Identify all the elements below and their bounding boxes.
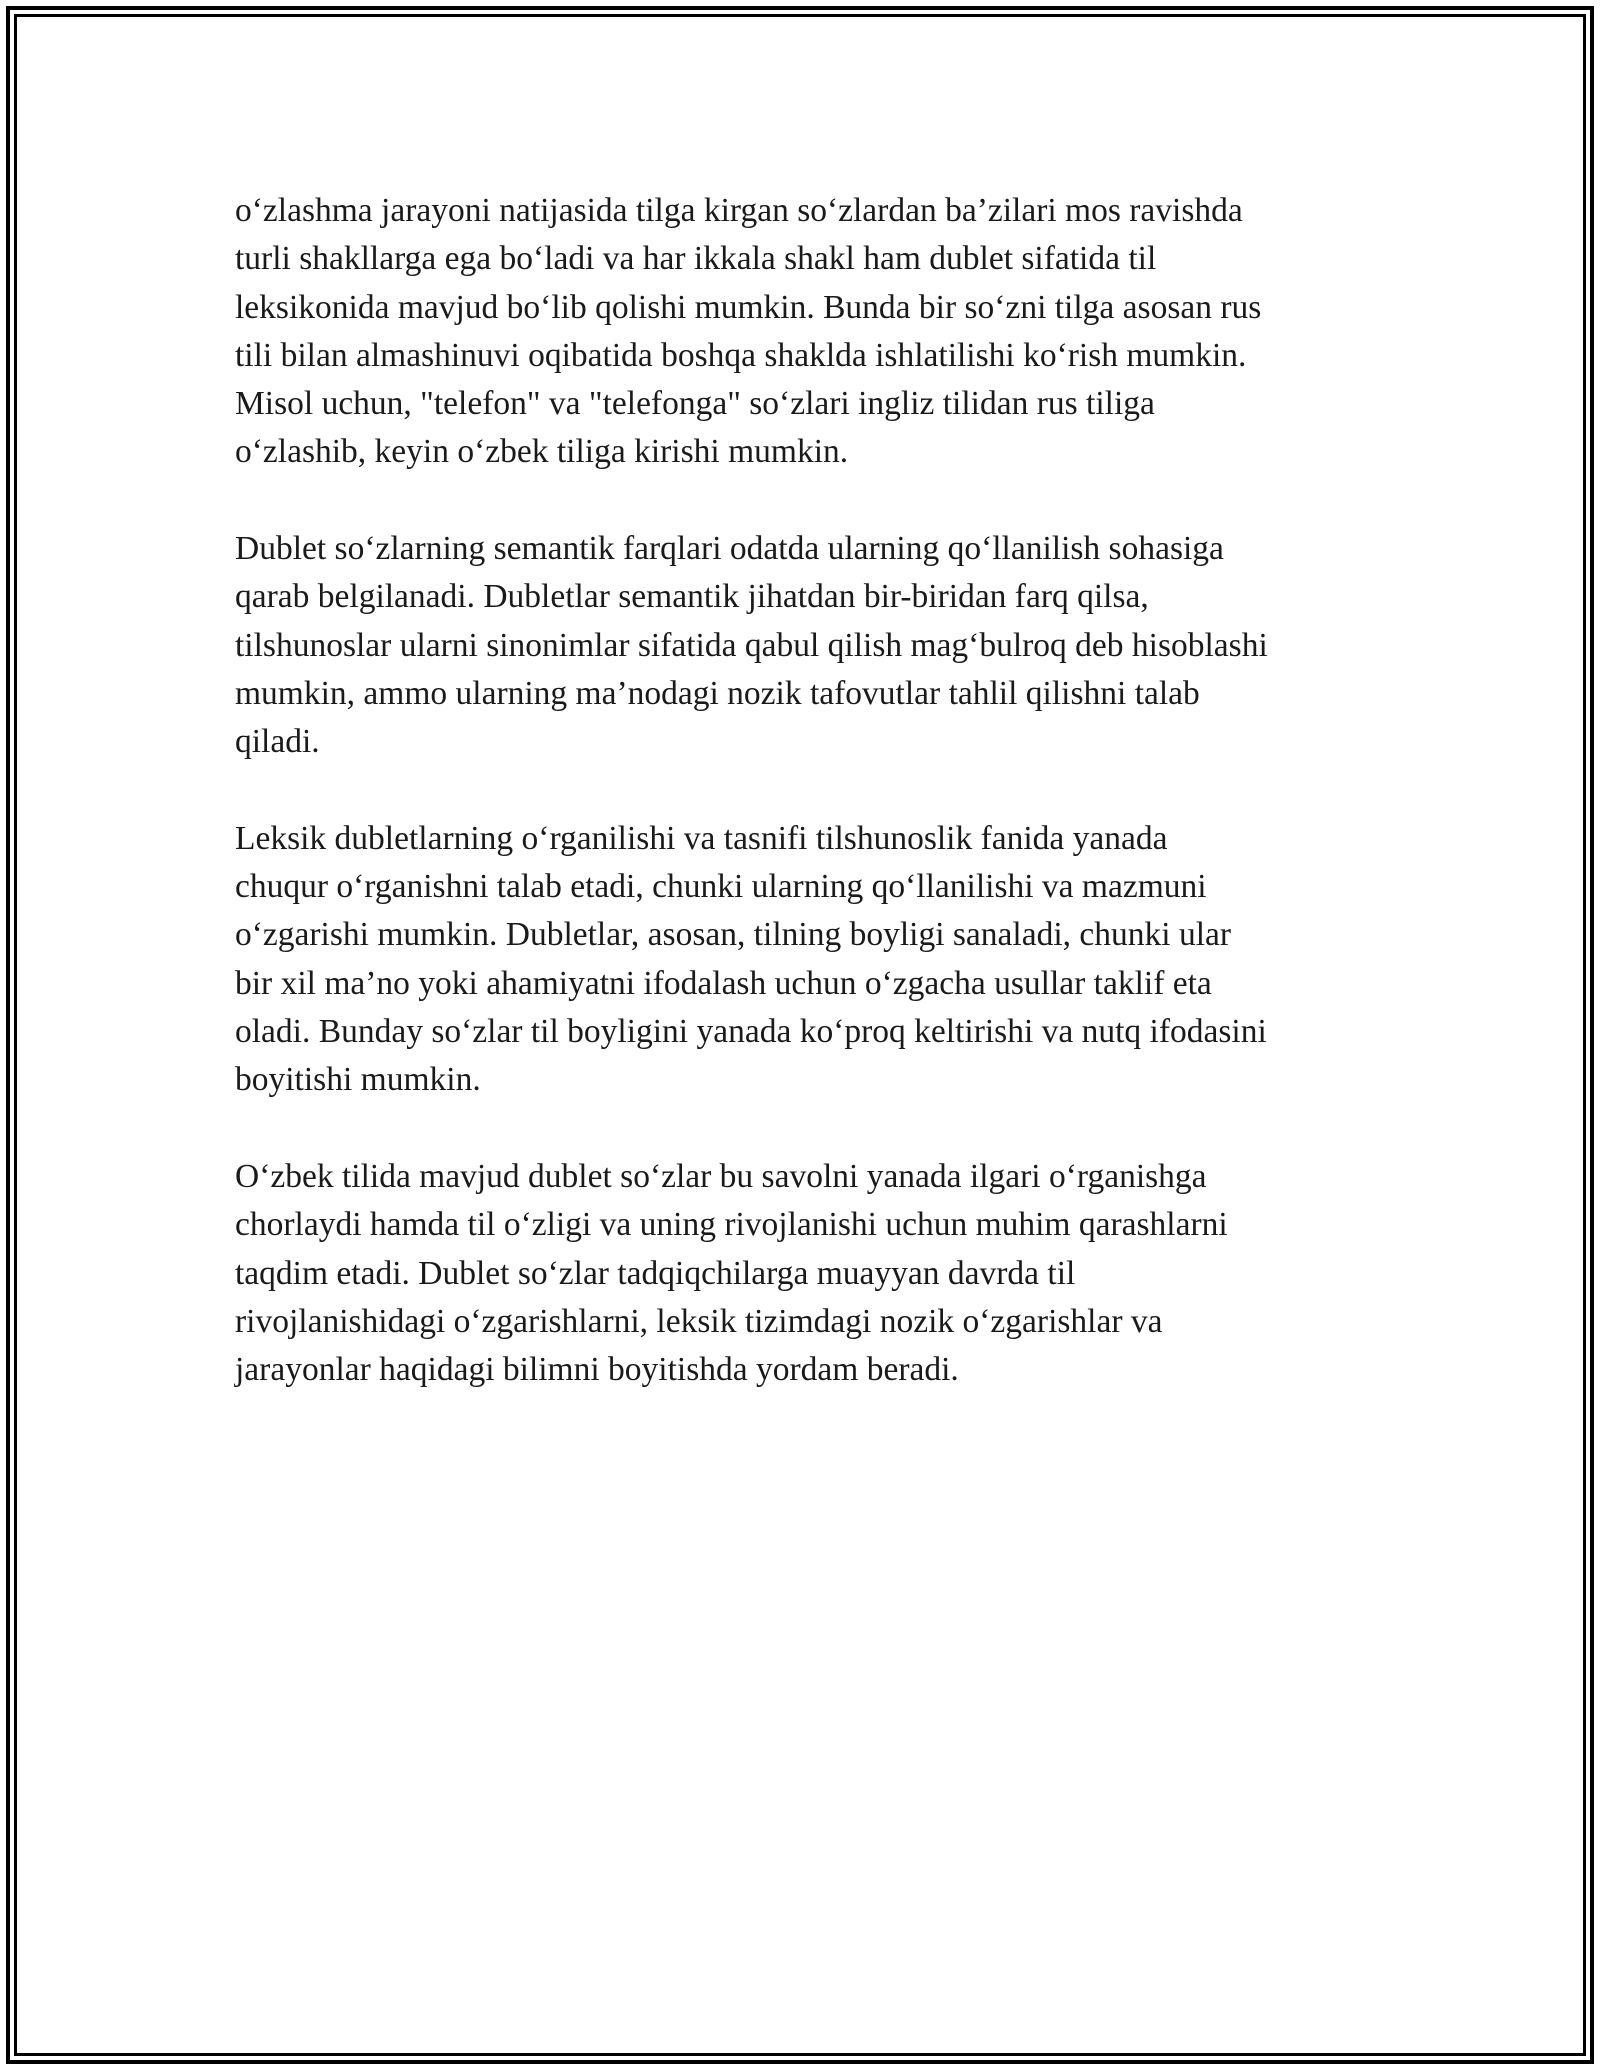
text-line: jarayonlar haqidagi bilimni boyitishda yordam beradi. (235, 1351, 959, 1389)
text-line: chorlaydi hamda til o‘zligi va uning rivojlanishi uchun muhim qarashlarni (235, 1206, 1228, 1244)
text-line: Misol uchun, "telefon" va "telefonga" so‘zlari ingliz tilidan rus tiliga (235, 385, 1155, 423)
text-line: oladi. Bunday so‘zlar til boyligini yanada ko‘proq keltirishi va nutq ifodasini (235, 1013, 1267, 1051)
text-line: boyitishi mumkin. (235, 1061, 481, 1099)
text-line: bir xil ma’no yoki ahamiyatni ifodalash uchun o‘zgacha usullar taklif eta (235, 964, 1212, 1002)
text-line: O‘zbek tilida mavjud dublet so‘zlar bu savolni yanada ilgari o‘rganishga (235, 1157, 1207, 1195)
text-line: Dublet so‘zlarning semantik farqlari odatda ularning qo‘llanilish sohasiga (235, 530, 1224, 568)
paragraph-borrowing (235, 187, 1385, 477)
text-line: o‘zgarishi mumkin. Dubletlar, asosan, tilning boyligi sanaladi, chunki ular (235, 916, 1232, 954)
paragraph-conclusion (235, 1153, 1385, 1394)
paragraph-classification (235, 815, 1385, 1105)
text-line: taqdim etadi. Dublet so‘zlar tadqiqchilarga muayyan davrda til (235, 1254, 1076, 1292)
text-line: Leksik dubletlarning o‘rganilishi va tasnifi tilshunoslik fanida yanada (235, 819, 1168, 857)
text-line: qarab belgilanadi. Dubletlar semantik jihatdan bir-biridan farq qilsa, (235, 578, 1149, 616)
text-line: tilshunoslar ularni sinonimlar sifatida qabul qilish mag‘bulroq deb hisoblashi (235, 626, 1268, 664)
text-line: o‘zlashma jarayoni natijasida tilga kirgan so‘zlardan ba’zilari mos ravishda (235, 192, 1243, 229)
text-line: turli shakllarga ega bo‘ladi va har ikkala shakl ham dublet sifatida til (235, 240, 1157, 278)
paragraph-semantics (235, 525, 1385, 766)
text-line: chuqur o‘rganishni talab etadi, chunki ularning qo‘llanilishi va mazmuni (235, 868, 1207, 906)
document-body (235, 187, 1385, 1443)
text-line: o‘zlashib, keyin o‘zbek tiliga kirishi mumkin. (235, 433, 849, 471)
text-line: qiladi. (235, 723, 320, 761)
text-line: leksikonida mavjud bo‘lib qolishi mumkin. Bunda bir so‘zni tilga asosan rus (235, 288, 1262, 326)
text-line: tili bilan almashinuvi oqibatida boshqa shaklda ishlatilishi ko‘rish mumkin. (235, 336, 1247, 374)
text-line: rivojlanishidagi o‘zgarishlarni, leksik tizimdagi nozik o‘zgarishlar va (235, 1302, 1163, 1340)
text-line: mumkin, ammo ularning ma’nodagi nozik tafovutlar tahlil qilishni talab (235, 674, 1200, 712)
